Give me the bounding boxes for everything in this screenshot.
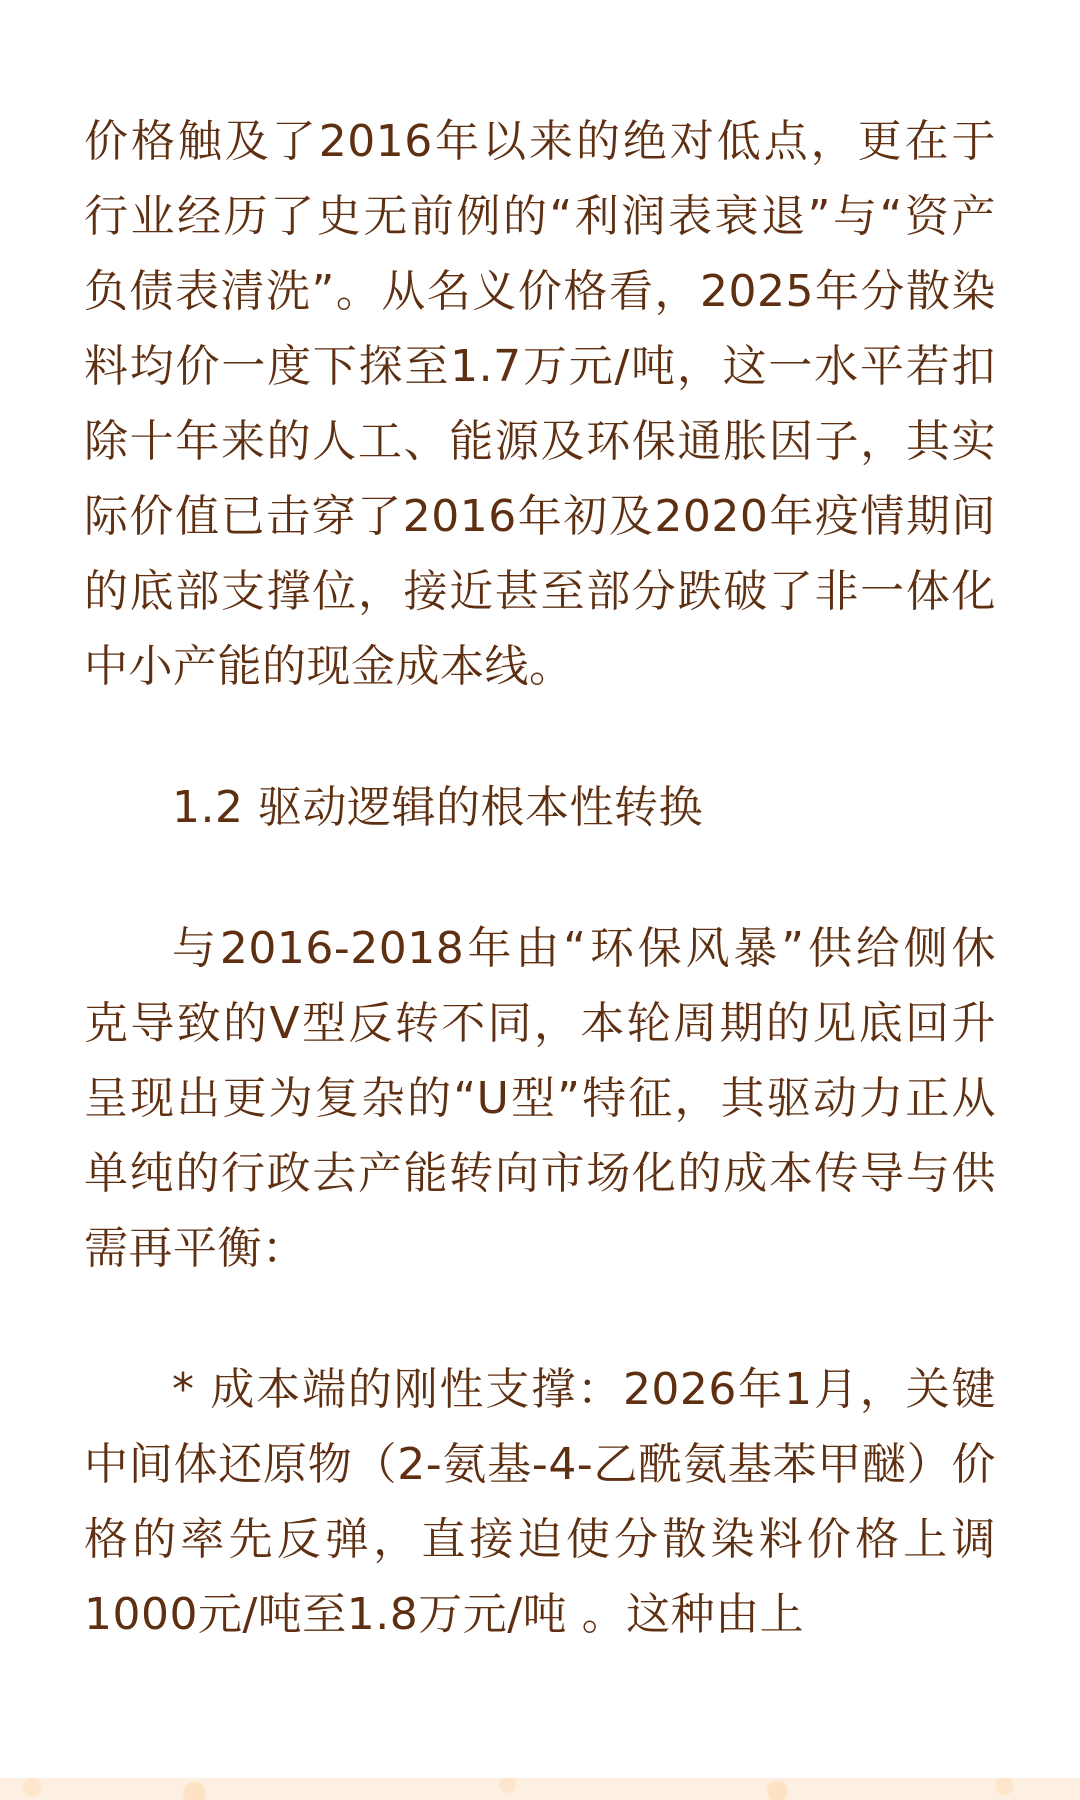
paragraph-cost-support: * 成本端的刚性支撑：2026年1月，关键中间体还原物（2-氨基-4-乙酰氨基苯甲醚）价格的率先反弹，直接迫使分散染料价格上调1000元/吨至1.8万元/吨 。这种由上 — [84, 1364, 996, 1640]
paragraph-driving-logic: 与2016-2018年由“环保风暴”供给侧休克导致的V型反转不同，本轮周期的见底回升呈现出更为复杂的“U型”特征，其驱动力正从单纯的行政去产能转向市场化的成本传导与供需再平衡： — [84, 923, 996, 1274]
paragraph-gap — [84, 845, 996, 911]
decorative-bottom-band — [0, 1778, 1080, 1800]
paragraph-price-low: 价格触及了2016年以来的绝对低点，更在于行业经历了史无前例的“利润表衰退”与“资产负债表清洗”。从名义价格看，2025年分散染料均价一度下探至1.7万元/吨，这一水平若扣除十年来的人工、能源及环保通胀因子，其实际价值已击穿了2016年初及2020年疫情期间的底部支撑位，接近甚至部分跌破了非一体化中小产能的现金成本线。 — [84, 116, 996, 692]
paragraph-gap — [84, 1286, 996, 1352]
article-body — [84, 104, 996, 1652]
paragraph-gap — [84, 704, 996, 770]
section-heading: 1.2 驱动逻辑的根本性转换 — [172, 782, 703, 833]
